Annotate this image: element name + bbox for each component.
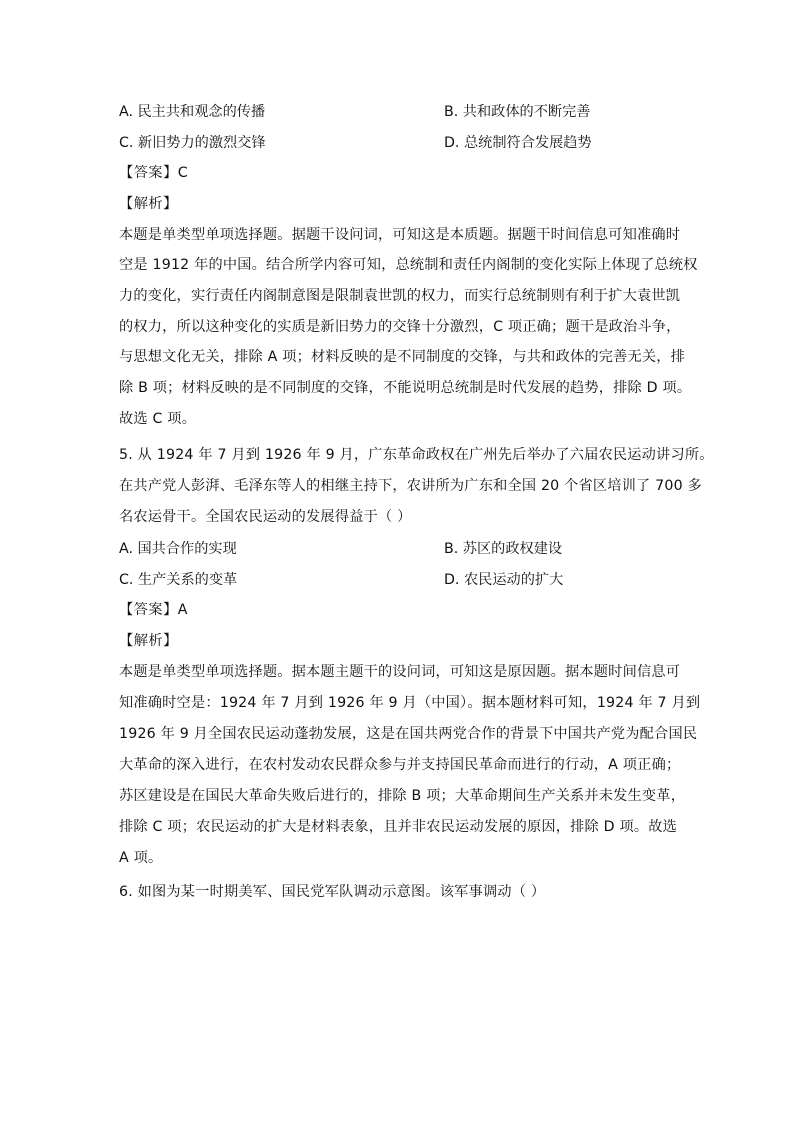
q5-stem-line: 5. 从 1924 年 7 月到 1926 年 9 月，广东革命政权在广州先后举办了六届农民运动讲习所。 [119, 447, 714, 463]
q5-answer: 【答案】A [119, 602, 188, 618]
q4-option-c: C. 新旧势力的激烈交锋 [119, 135, 266, 151]
q5-options-row-1 [119, 539, 679, 559]
q4-analysis-line: 的权力，所以这种变化的实质是新旧势力的交锋十分激烈，C 项正确；题干是政治斗争， [119, 319, 681, 335]
q5-analysis-line: 排除 C 项；农民运动的扩大是材料表象，且并非农民运动发展的原因，排除 D 项。故选 [119, 819, 678, 835]
q4-option-d: D. 总统制符合发展趋势 [444, 135, 592, 151]
q4-analysis-line: 与思想文化无关，排除 A 项；材料反映的是不同制度的交锋，与共和政体的完善无关，排 [119, 349, 686, 365]
q5-analysis-line: 1926 年 9 月全国农民运动蓬勃发展，这是在国共两党合作的背景下中国共产党为配合国民 [119, 726, 698, 742]
q5-options-row-2 [119, 570, 679, 590]
q5-analysis-line: 本题是单类型单项选择题。据本题主题干的设问词，可知这是原因题。据本题时间信息可 [119, 664, 681, 680]
q4-answer: 【答案】C [119, 165, 189, 181]
q5-analysis-line: A 项。 [119, 850, 163, 866]
q4-options-row-1 [119, 102, 679, 122]
q5-analysis-label: 【解析】 [119, 633, 178, 649]
q4-option-b: B. 共和政体的不断完善 [444, 104, 591, 120]
q5-analysis-line: 苏区建设是在国民大革命失败后进行的，排除 B 项；大革命期间生产关系并未发生变革， [119, 788, 686, 804]
q5-analysis-line: 大革命的深入进行，在农村发动农民群众参与并支持国民革命而进行的行动，A 项正确； [119, 757, 681, 773]
q5-option-b: B. 苏区的政权建设 [444, 541, 563, 557]
q4-analysis-line: 本题是单类型单项选择题。据题干设问词，可知这是本质题。据题干时间信息可知准确时 [119, 227, 681, 243]
q6-stem: 6. 如图为某一时期美军、国民党军队调动示意图。该军事调动（ ） [119, 884, 546, 900]
q5-analysis-line: 知准确时空是：1924 年 7 月到 1926 年 9 月（中国）。据本题材料可知，1924 年 7 月到 [119, 695, 701, 711]
q4-option-a: A. 民主共和观念的传播 [119, 104, 266, 120]
q4-analysis-line: 除 B 项；材料反映的是不同制度的交锋，不能说明总统制是时代发展的趋势，排除 D 项。 [119, 380, 692, 396]
q4-analysis-line: 空是 1912 年的中国。结合所学内容可知，总统制和责任内阁制的变化实际上体现了总统权 [119, 257, 698, 273]
q4-analysis-label: 【解析】 [119, 196, 178, 212]
q5-option-a: A. 国共合作的实现 [119, 541, 237, 557]
q4-analysis-line: 故选 C 项。 [119, 411, 197, 427]
q4-options-row-2 [119, 133, 679, 153]
q5-stem-line: 在共产党人彭湃、毛泽东等人的相继主持下，农讲所为广东和全国 20 个省区培训了 700 多 [119, 478, 702, 494]
q5-stem-line: 名农运骨干。全国农民运动的发展得益于（ ） [119, 509, 412, 525]
q4-analysis-line: 力的变化，实行责任内阁制意图是限制袁世凯的权力，而实行总统制则有利于扩大袁世凯 [119, 288, 681, 304]
q5-option-d: D. 农民运动的扩大 [444, 572, 564, 588]
q5-option-c: C. 生产关系的变革 [119, 572, 238, 588]
